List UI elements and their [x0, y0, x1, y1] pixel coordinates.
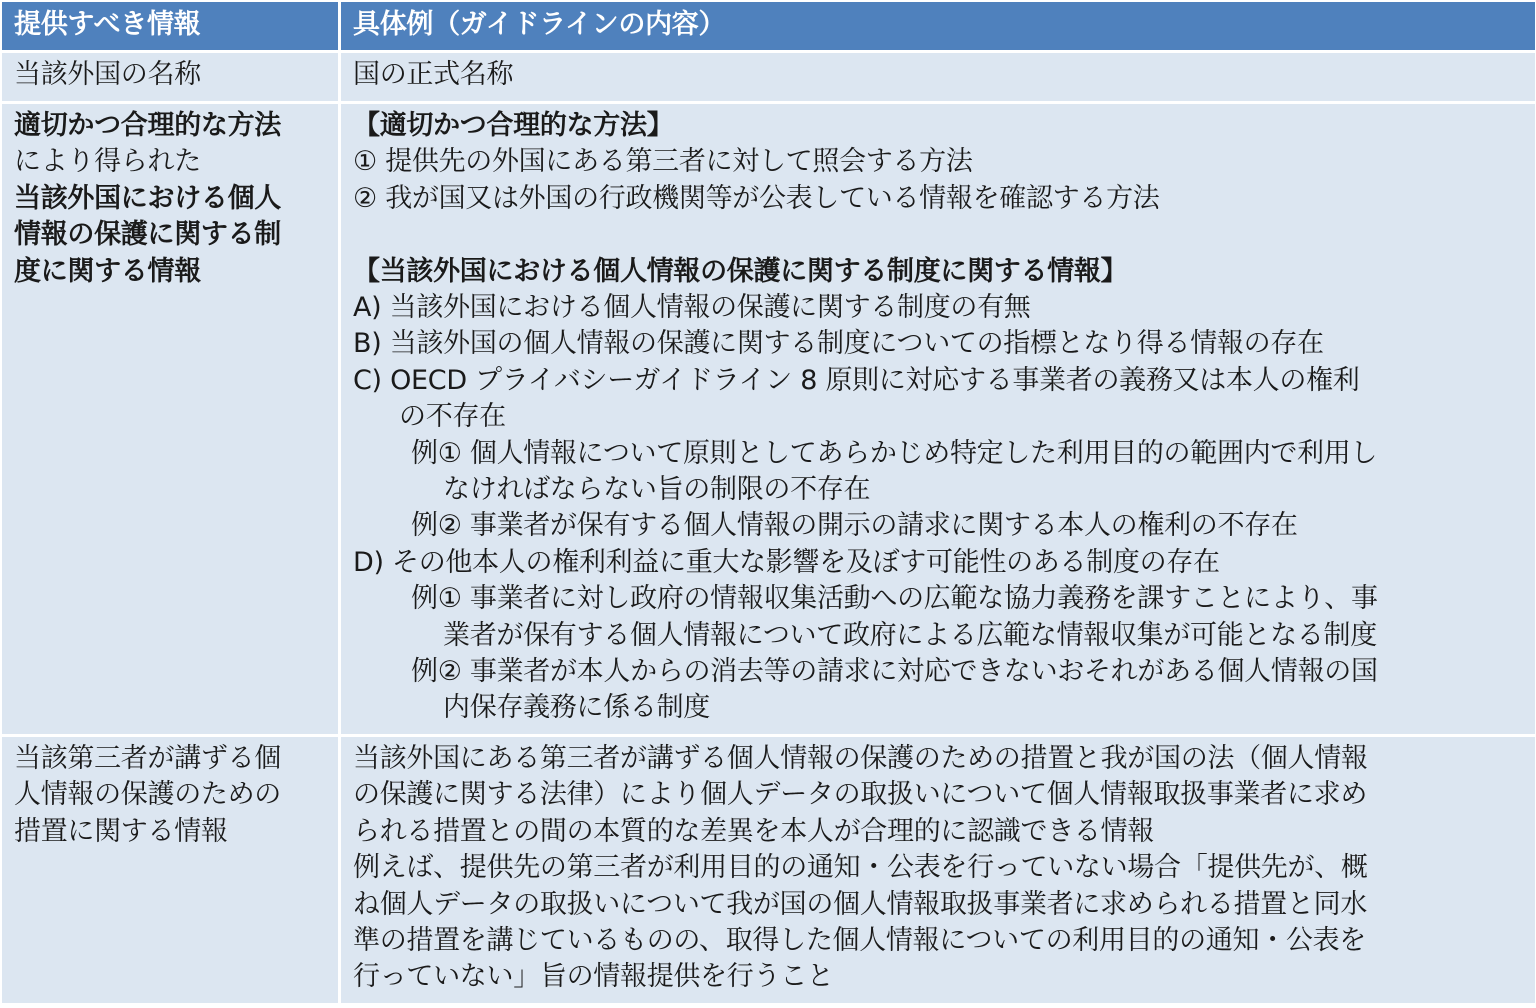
text-line: の保護に関する法律）により個人データの取扱いについて個人情報取扱事業者に求め — [353, 779, 1368, 811]
text-line: ね個人データの取扱いについて我が国の個人情報取扱事業者に求められる措置と同水 — [353, 888, 1368, 920]
row-system-info-examples — [341, 104, 1535, 734]
section-title-system: 【当該外国における個人情報の保護に関する制度に関する情報】 — [353, 255, 1128, 287]
row-country-name-example: 国の正式名称 — [341, 53, 1535, 101]
section-title-method: 【適切かつ合理的な方法】 — [353, 110, 674, 141]
item-d: D) その他本人の権利利益に重大な影響を及ぼす可能性のある制度の存在 — [353, 546, 1220, 578]
text-line: 準の措置を講じているものの、取得した個人情報についての利用目的の通知・公表を — [353, 925, 1366, 957]
label-line: 情報の保護に関する制 — [14, 219, 281, 251]
item-d-example-2: 例② 事業者が本人からの消去等の請求に対応できないおそれがある個人情報の国 — [411, 656, 1378, 688]
label-line: により得られた — [14, 146, 201, 178]
item-c-cont: の不存在 — [399, 401, 506, 433]
method-item: ② 我が国又は外国の行政機関等が公表している情報を確認する方法 — [353, 182, 1160, 214]
label-line: 人情報の保護のための — [14, 779, 281, 811]
row-system-info-label — [2, 104, 338, 734]
item-c-example-2: 例② 事業者が保有する個人情報の開示の請求に関する本人の権利の不存在 — [411, 510, 1298, 542]
row-measures-examples — [341, 737, 1535, 1003]
label-line: 当該第三者が講ずる個 — [14, 743, 281, 774]
item-d-example-1-cont: 業者が保有する個人情報について政府による広範な情報収集が可能となる制度 — [443, 619, 1377, 651]
item-b: B) 当該外国の個人情報の保護に関する制度についての指標となり得る情報の存在 — [353, 328, 1324, 360]
item-c: C) OECD プライバシーガイドライン 8 原則に対応する事業者の義務又は本人の権利 — [353, 364, 1360, 396]
item-c-example-1-cont: なければならない旨の制限の不存在 — [443, 474, 871, 506]
info-table — [2, 2, 1532, 1003]
text-line: 行っていない」旨の情報提供を行うこと — [353, 961, 834, 993]
header-col-info: 提供すべき情報 — [2, 2, 338, 50]
text-line: 例えば、提供先の第三者が利用目的の通知・公表を行っていない場合「提供先が、概 — [353, 852, 1368, 884]
label-line: 措置に関する情報 — [14, 815, 228, 847]
spacer — [353, 217, 1523, 253]
text-line: 当該外国にある第三者が講ずる個人情報の保護のための措置と我が国の法（個人情報 — [353, 743, 1368, 774]
label-line: 当該外国における個人 — [14, 182, 281, 214]
header-col-examples: 具体例（ガイドラインの内容） — [341, 2, 1535, 50]
label-line: 度に関する情報 — [14, 255, 201, 287]
item-d-example-2-cont: 内保存義務に係る制度 — [443, 692, 710, 724]
row-measures-label — [2, 737, 338, 1003]
item-d-example-1: 例① 事業者に対し政府の情報収集活動への広範な協力義務を課すことにより、事 — [411, 583, 1378, 615]
item-a: A) 当該外国における個人情報の保護に関する制度の有無 — [353, 292, 1031, 324]
label-line: 適切かつ合理的な方法 — [14, 110, 281, 141]
method-item: ① 提供先の外国にある第三者に対して照会する方法 — [353, 146, 973, 178]
text-line: られる措置との間の本質的な差異を本人が合理的に認識できる情報 — [353, 815, 1154, 847]
row-country-name-label: 当該外国の名称 — [2, 53, 338, 101]
item-c-example-1: 例① 個人情報について原則としてあらかじめ特定した利用目的の範囲内で利用し — [411, 437, 1378, 469]
